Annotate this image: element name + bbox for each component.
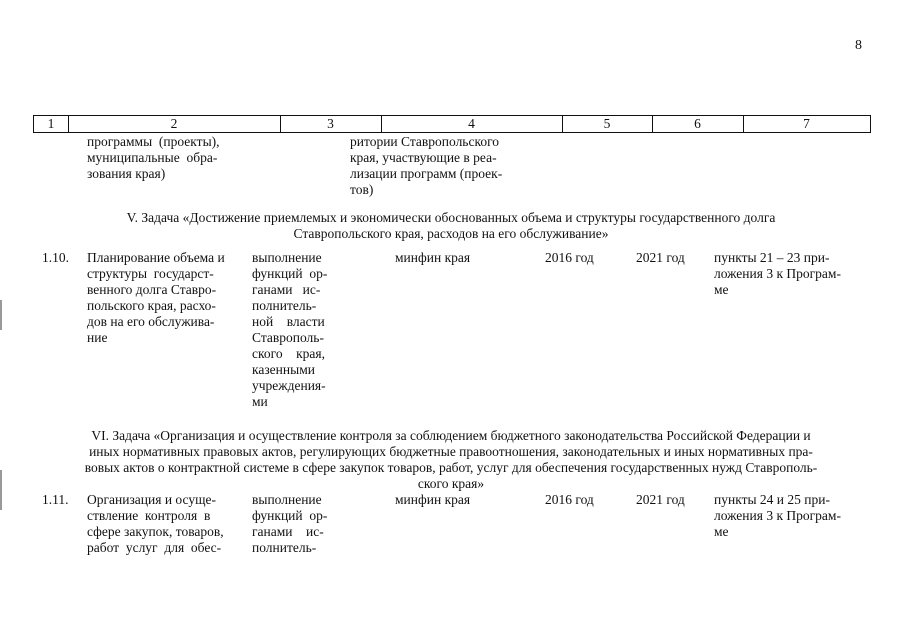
row-number: 1.11. — [42, 492, 69, 507]
section-heading-5 — [33, 210, 869, 242]
row-indicator: пункты 24 и 25 при- ложения 3 к Програм- ме — [714, 492, 841, 539]
section-heading-6-line-3: вовых актов о контрактной системе в сфере закупок товаров, работ, услуг для обеспечения государственных нужд Ставрополь- — [84, 460, 818, 475]
row-end-year: 2021 год — [636, 492, 685, 507]
section-heading-6-line-1: VI. Задача «Организация и осуществление контроля за соблюдением бюджетного законодательства Российской Федерации и — [91, 428, 811, 443]
header-col-1: 1 — [34, 116, 69, 132]
header-col-6: 6 — [652, 116, 744, 132]
header-col-7: 7 — [803, 116, 810, 131]
row-name: Организация и осуще- ствление контроля в сфере закупок, товаров, работ услуг для обес- — [87, 492, 224, 555]
header-col-5: 5 — [562, 116, 653, 132]
section-heading-6-line-4: ского края» — [417, 476, 485, 491]
header-col-3: 3 — [280, 116, 382, 132]
row-type: выполнение функций ор- ганами ис- полнитель- ной власти Ставрополь- ского края, казенными учреждения- ми — [252, 250, 328, 409]
scan-edge-mark — [0, 470, 2, 510]
table-header-row — [33, 115, 871, 133]
row-start-year: 2016 год — [545, 250, 594, 265]
header-col-2: 2 — [68, 116, 281, 132]
continuation-col2: программы (проекты), муниципальные обра- зования края) — [87, 134, 220, 181]
section-heading-5-line-2: Ставропольского края, расходов на его обслуживание» — [293, 226, 609, 241]
scan-edge-mark — [0, 300, 2, 330]
section-heading-6-line-2: иных нормативных правовых актов, регулирующих бюджетные правоотношения, законодательных и иных нормативных пра- — [89, 444, 813, 459]
header-col-4: 4 — [381, 116, 563, 132]
row-type: выполнение функций ор- ганами ис- полнитель- — [252, 492, 328, 555]
row-name: Планирование объема и структуры государст- венного долга Ставро- польского края, расхо- дов на его обслужива- ние — [87, 250, 225, 345]
continuation-col4: ритории Ставропольского края, участвующие в реа- лизации программ (проек- тов) — [350, 134, 503, 197]
section-heading-6 — [33, 428, 869, 492]
row-end-year: 2021 год — [636, 250, 685, 265]
section-heading-5-line-1: V. Задача «Достижение приемлемых и экономически обоснованных объема и структуры государственного долга — [126, 210, 776, 225]
row-number: 1.10. — [42, 250, 69, 265]
row-executor: минфин края — [395, 492, 471, 507]
row-start-year: 2016 год — [545, 492, 594, 507]
row-indicator: пункты 21 – 23 при- ложения 3 к Програм- ме — [714, 250, 841, 297]
row-executor: минфин края — [395, 250, 471, 265]
page-number: 8 — [855, 38, 862, 53]
